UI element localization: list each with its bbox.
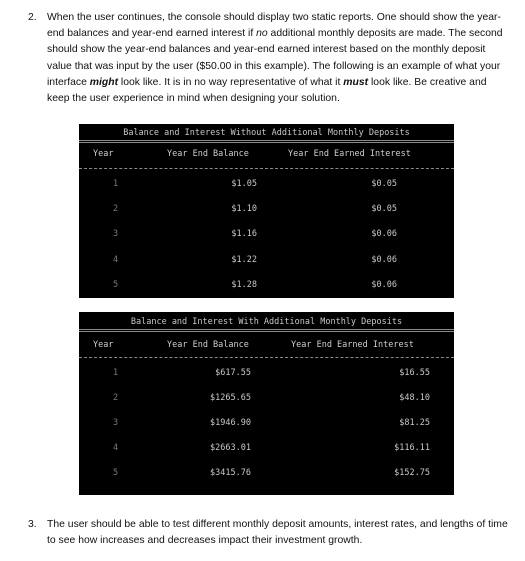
row-balance: $1.28 xyxy=(231,279,257,290)
row-interest: $0.05 xyxy=(371,204,397,215)
row-balance: $3415.76 xyxy=(210,468,251,478)
row-interest: $48.10 xyxy=(399,393,430,403)
row-balance: $1.16 xyxy=(231,229,257,240)
row-interest: $16.55 xyxy=(399,368,430,378)
row-interest: $81.25 xyxy=(399,418,430,428)
report-title: Balance and Interest With Additional Monthly Deposits xyxy=(130,317,403,327)
item-text: When the user continues, the console should display two static reports. One should show the year-end balances and year-end earned interest if no additional monthly deposits are made. The second should show the year-end balances and year-end earned interest based on the monthly deposit value that was input by the user ($50.00 in this example). The following is an example of what your interface might look like. It is in no way representative of what it must look like. Be creative and keep the user experience in mind when designing your solution. xyxy=(47,12,503,105)
row-balance: $1.10 xyxy=(231,204,257,215)
item-number: 2. xyxy=(28,12,37,23)
instruction-item-3 xyxy=(28,517,510,549)
row-year: 2 xyxy=(113,393,119,403)
header-year: Year xyxy=(93,340,114,350)
double-rule xyxy=(79,140,454,143)
row-balance: $1946.90 xyxy=(210,418,251,428)
console-report-with-deposits xyxy=(79,312,454,495)
header-balance: Year End Balance xyxy=(167,340,249,350)
row-interest: $116.11 xyxy=(394,443,430,453)
row-year: 5 xyxy=(113,279,119,290)
console-report-without-deposits xyxy=(79,124,454,298)
row-year: 3 xyxy=(113,418,119,428)
item-number: 3. xyxy=(28,519,37,530)
header-year: Year xyxy=(93,149,114,159)
row-year: 1 xyxy=(113,179,119,189)
row-balance: $617.55 xyxy=(215,368,251,378)
double-rule xyxy=(79,329,454,332)
row-interest: $0.05 xyxy=(371,179,397,189)
dashed-rule xyxy=(79,357,454,358)
row-balance: $1265.65 xyxy=(210,393,251,403)
row-interest: $0.06 xyxy=(371,254,397,265)
dashed-rule xyxy=(79,168,454,169)
row-balance: $1.05 xyxy=(231,179,257,189)
row-year: 4 xyxy=(113,443,119,453)
row-year: 3 xyxy=(113,229,119,240)
row-year: 2 xyxy=(113,204,119,215)
header-interest: Year End Earned Interest xyxy=(291,340,414,350)
report-title: Balance and Interest Without Additional Monthly Deposits xyxy=(123,128,410,138)
row-interest: $0.06 xyxy=(371,279,397,290)
row-year: 4 xyxy=(113,254,119,265)
row-balance: $2663.01 xyxy=(210,443,251,453)
header-interest: Year End Earned Interest xyxy=(288,149,411,159)
instruction-item-2 xyxy=(28,10,510,107)
row-balance: $1.22 xyxy=(231,254,257,265)
row-year: 1 xyxy=(113,368,119,378)
row-interest: $0.06 xyxy=(371,229,397,240)
row-interest: $152.75 xyxy=(394,468,430,478)
header-balance: Year End Balance xyxy=(167,149,249,159)
item-text: The user should be able to test different monthly deposit amounts, interest rates, and lengths of time to see how increases and decreases impact their investment growth. xyxy=(47,519,508,547)
row-year: 5 xyxy=(113,468,119,478)
